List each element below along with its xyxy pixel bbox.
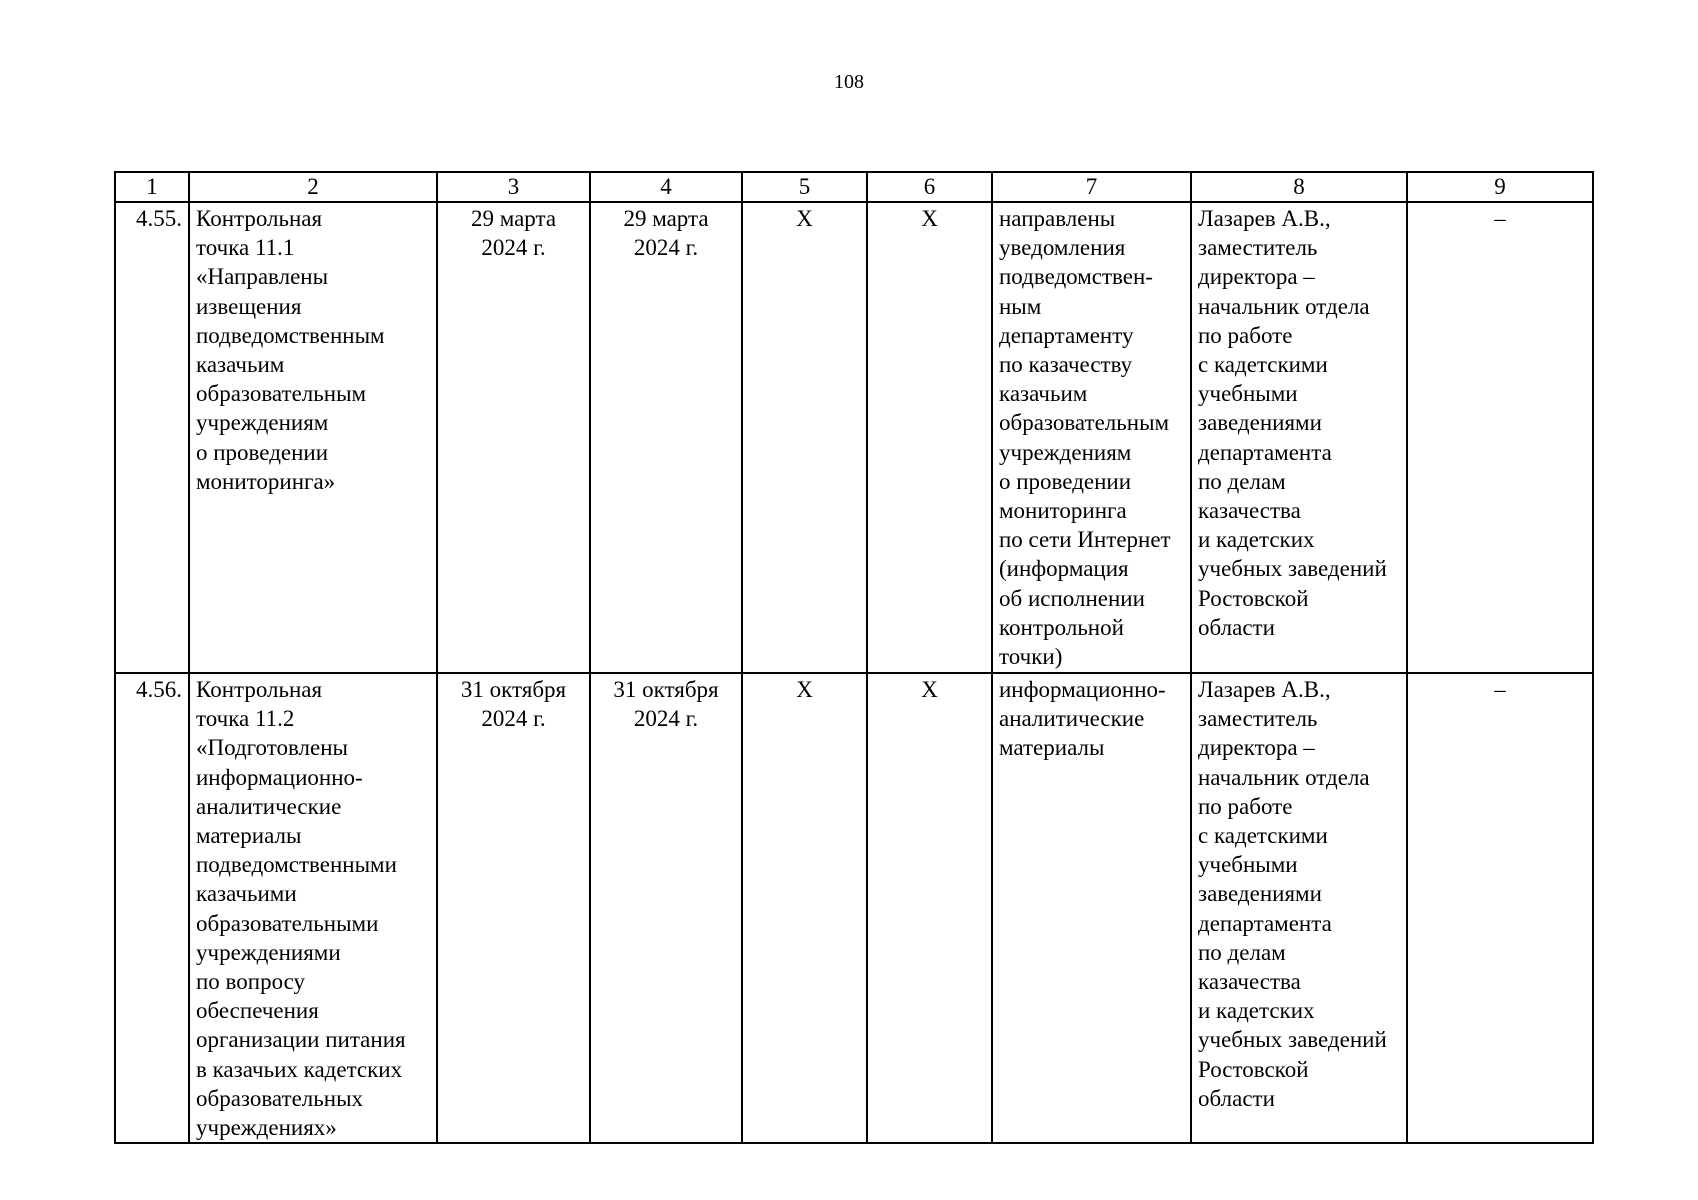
column-header-5: 5 [742,172,867,202]
result-cell [992,673,1191,1143]
column-9-cell [1407,673,1593,1143]
start-date-cell [437,202,590,673]
column-header-6: 6 [867,172,992,202]
result-text: направлены уведомления подведомствен- ным департаменту по казачеству казачьим образовательным учреждениям о проведении мониторинга по сети Интернет (информация об исполнении контрольной точки) [999,206,1171,670]
responsible-text: Лазарев А.В., заместитель директора – начальник отдела по работе с кадетскими учебными заведениями департамента по делам казачества и кадетских учебных заведений Ростовской области [1198,677,1387,1111]
column-header-9: 9 [1407,172,1593,202]
start-date-text: 31 октября 2024 г. [460,677,567,732]
column-9-cell [1407,202,1593,673]
column-6-cell [867,202,992,673]
start-date-text: 29 марта 2024 г. [470,206,557,261]
column-header-2: 2 [189,172,437,202]
column-6-text: X [921,677,938,702]
responsible-cell [1191,673,1407,1143]
column-header-3: 3 [437,172,590,202]
end-date-cell [590,202,742,673]
table-row [115,673,1593,1143]
row-number [115,673,189,1143]
column-6-cell [867,673,992,1143]
page-number: 108 [834,71,864,93]
row-number-text: 4.56. [136,677,182,702]
column-9-text: – [1494,206,1506,231]
table-row [115,202,1593,673]
column-5-text: X [796,677,813,702]
table-header [115,172,1593,202]
event-name-text: Контрольная точка 11.2 «Подготовлены информационно- аналитические материалы подведомственными казачьими образовательными учреждениями по вопросу обеспечения организации питания в казачьих кадетских образовательных учреждениях» [196,677,406,1141]
plan-table [114,171,1594,1144]
column-9-text: – [1494,677,1506,702]
column-header-8: 8 [1191,172,1407,202]
column-header-1: 1 [115,172,189,202]
responsible-text: Лазарев А.В., заместитель директора – начальник отдела по работе с кадетскими учебными заведениями департамента по делам казачества и кадетских учебных заведений Ростовской области [1198,206,1387,640]
end-date-cell [590,673,742,1143]
header-row [115,172,1593,202]
column-5-cell [742,202,867,673]
column-6-text: X [921,206,938,231]
event-name-cell [189,202,437,673]
row-number [115,202,189,673]
end-date-text: 29 марта 2024 г. [623,206,709,261]
responsible-cell [1191,202,1407,673]
result-text: информационно- аналитические материалы [999,677,1166,761]
column-5-text: X [796,206,813,231]
column-5-cell [742,673,867,1143]
event-name-text: Контрольная точка 11.1 «Направлены извещения подведомственным казачьим образовательным учреждениям о проведении мониторинга» [196,206,385,494]
column-header-4: 4 [590,172,742,202]
row-number-text: 4.55. [136,206,182,231]
event-name-cell [189,673,437,1143]
result-cell [992,202,1191,673]
column-header-7: 7 [992,172,1191,202]
start-date-cell [437,673,590,1143]
end-date-text: 31 октября 2024 г. [613,677,719,732]
